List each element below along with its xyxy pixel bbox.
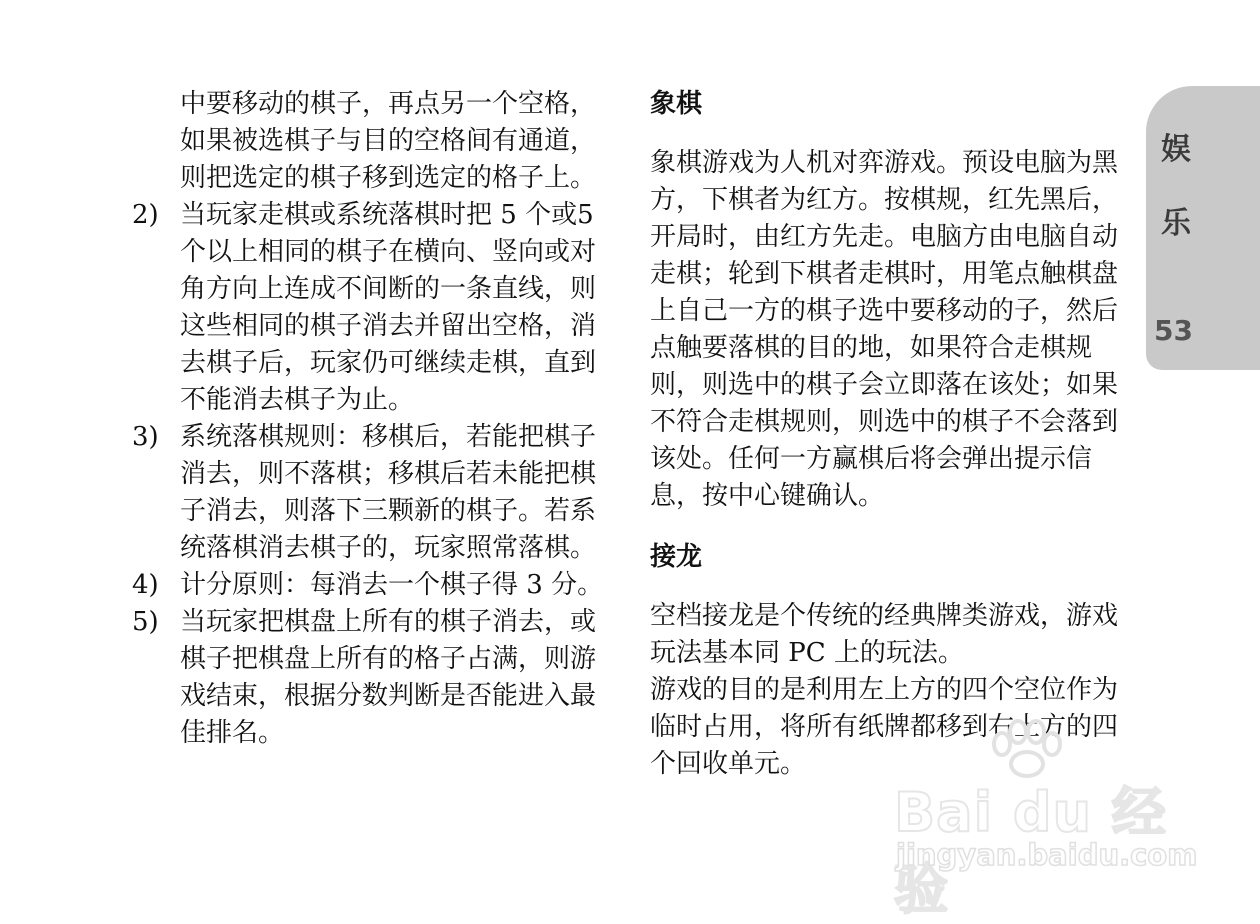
section-heading-solitaire: 接龙 [650, 542, 703, 572]
chapter-tab-char: 娱 [1161, 132, 1191, 167]
section-body-solitaire-1: 空档接龙是个传统的经典牌类游戏，游戏玩法基本同 PC 上的玩法。 [650, 601, 1119, 668]
list-item [132, 419, 617, 567]
watermark-url: jingyan.baidu.com [896, 838, 1198, 872]
watermark-brand: Bai du 经验 [894, 781, 1167, 921]
list-item [132, 604, 617, 752]
paw-icon [986, 718, 1066, 778]
list-item-text: 计分原则：每消去一个棋子得 3 分。 [180, 570, 604, 600]
list-item-number: 2) [132, 200, 159, 230]
section-body-solitaire-2: 游戏的目的是利用左上方的四个空位作为临时占用，将所有纸牌都移到右上方的四个回收单元。 [650, 675, 1119, 779]
chapter-tab-char: 乐 [1161, 206, 1191, 241]
chapter-tab [1146, 86, 1260, 370]
list-item [132, 567, 617, 604]
list-item-number: 5) [132, 607, 159, 637]
left-column [132, 86, 617, 752]
section-heading-chess: 象棋 [650, 89, 703, 119]
watermark [890, 718, 1198, 921]
page-number: 53 [1154, 314, 1193, 347]
right-column [650, 86, 1125, 783]
list-item-number: 4) [132, 570, 159, 600]
section-body-chess: 象棋游戏为人机对弈游戏。预设电脑为黑方，下棋者为红方。按棋规，红先黑后，开局时，由红方先走。电脑方由电脑自动走棋；轮到下棋者走棋时，用笔点触棋盘上自己一方的棋子选中要移动的子，然后点触要落棋的目的地，如果符合走棋规则，则选中的棋子会立即落在该处；如果不符合走棋规则，则选中的棋子不会落到该处。任何一方赢棋后将会弹出提示信息，按中心键确认。 [650, 148, 1119, 511]
list-item [132, 197, 617, 419]
list-item-number: 3) [132, 422, 159, 452]
list-item-text: 当玩家把棋盘上所有的棋子消去，或棋子把棋盘上所有的格子占满，则游戏结束，根据分数判断是否能进入最佳排名。 [180, 607, 597, 748]
list-item-text: 当玩家走棋或系统落棋时把 5 个或5 个以上相同的棋子在横向、竖向或对角方向上连成不间断的一条直线，则这些相同的棋子消去并留出空格，消去棋子后，玩家仍可继续走棋，直到不能消去棋子为止。 [180, 200, 597, 415]
list-item-text: 系统落棋规则：移棋后，若能把棋子消去，则不落棋；移棋后若未能把棋子消去，则落下三颗新的棋子。若系统落棋消去棋子的，玩家照常落棋。 [180, 422, 597, 563]
continued-paragraph: 中要移动的棋子，再点另一个空格，如果被选棋子与目的空格间有通道，则把选定的棋子移到选定的格子上。 [180, 89, 597, 193]
